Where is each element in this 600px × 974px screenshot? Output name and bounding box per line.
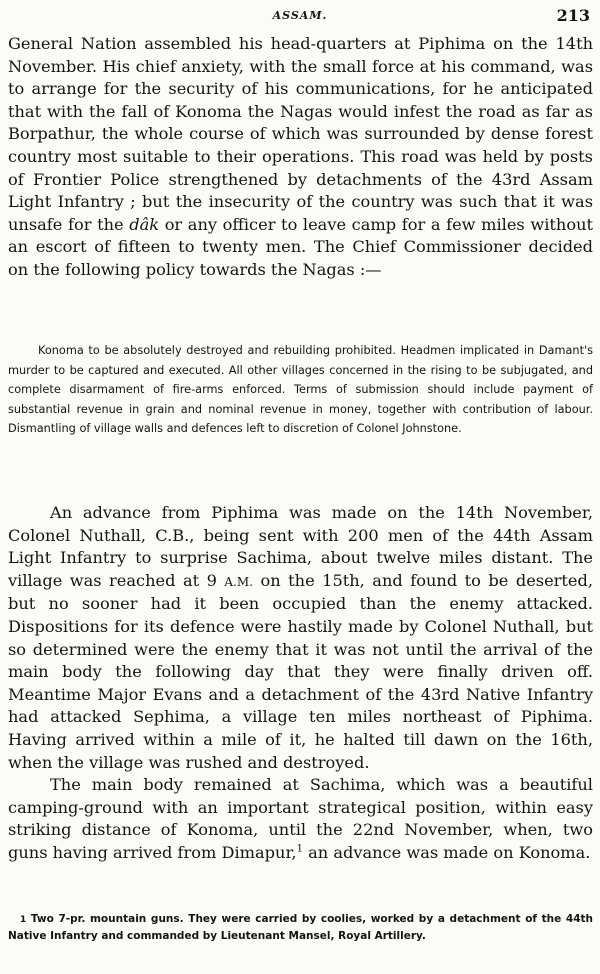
- footnote-reference[interactable]: 1: [296, 843, 303, 855]
- running-title: ASSAM.: [272, 9, 328, 22]
- dak-term: dâk: [129, 214, 160, 234]
- paragraph-2-text: An advance from Piphima was made on the 14th November, Colonel Nuthall, C.B., being sent with 200 men of the 44th Assam Light Infantry to surprise Sachima, about twelve miles distant. The village was reached at 9: [8, 503, 593, 590]
- paragraph-2: [8, 502, 593, 774]
- running-head: [0, 6, 600, 28]
- time-abbreviation: A.M.: [224, 574, 253, 589]
- paragraph-2-end: on the 15th, and found to be deserted, but no sooner had it been occupied than the enemy attacked. Dispositions for its defence were hastily made by Colonel Nuthall, but so determined were the enemy that it was not until the arrival of the main body the following day that they were finally driven off. Meantime Major Evans and a detachment of the 43rd Native Infantry had attacked Sephima, a village ten miles northeast of Piphima. Having arrived within a mile of it, he halted till dawn on the 16th, when the village was rushed and destroyed.: [8, 570, 593, 772]
- page-number: 213: [556, 6, 590, 25]
- footnote: [8, 911, 593, 944]
- footnote-marker: 1: [20, 915, 27, 925]
- paragraph-1: [8, 33, 593, 282]
- footnote-text: Two 7-pr. mountain guns. They were carried by coolies, worked by a detachment of the 44th Native Infantry and commanded by Lieutenant Mansel, Royal Artillery.: [8, 913, 594, 942]
- opening-paragraph-block: [8, 33, 593, 282]
- continued-paragraph-block: [8, 502, 593, 865]
- paragraph-3-end: an advance was made on Konoma.: [308, 842, 591, 862]
- paragraph-1-end: or any officer to leave camp for a few miles without an escort of fifteen to twenty men. The Chief Commissioner decided on the following policy towards the Nagas :—: [8, 214, 593, 279]
- paragraph-3-text: The main body remained at Sachima, which was a beautiful camping-ground with an important strategical position, within easy striking distance of Konoma, until the 22nd November, when, two guns having arrived from Dimapur,: [8, 775, 593, 862]
- paragraph-1-text: General Nation assembled his head-quarters at Piphima on the 14th November. His chief anxiety, with the small force at his command, was to arrange for the security of his communications, for he anticipated that with the fall of Konoma the Nagas would infest the road as far as Borpathur, the whole course of which was surrounded by dense forest country most suitable to their operations. This road was held by posts of Frontier Police strengthened by detachments of the 43rd Assam Light Infantry ; but the insecurity of the country was such that it was unsafe for the: [8, 34, 593, 234]
- policy-extract: Konoma to be absolutely destroyed and rebuilding prohibited. Headmen implicated in Damant's murder to be captured and executed. All other villages concerned in the rising to be subjugated, and complete disarmament of fire-arms enforced. Terms of submission should include payment of substantial revenue in grain and nominal revenue in money, together with contribution of labour. Dismantling of village walls and defences left to discretion of Colonel Johnstone.: [8, 344, 593, 435]
- paragraph-3: [8, 774, 593, 864]
